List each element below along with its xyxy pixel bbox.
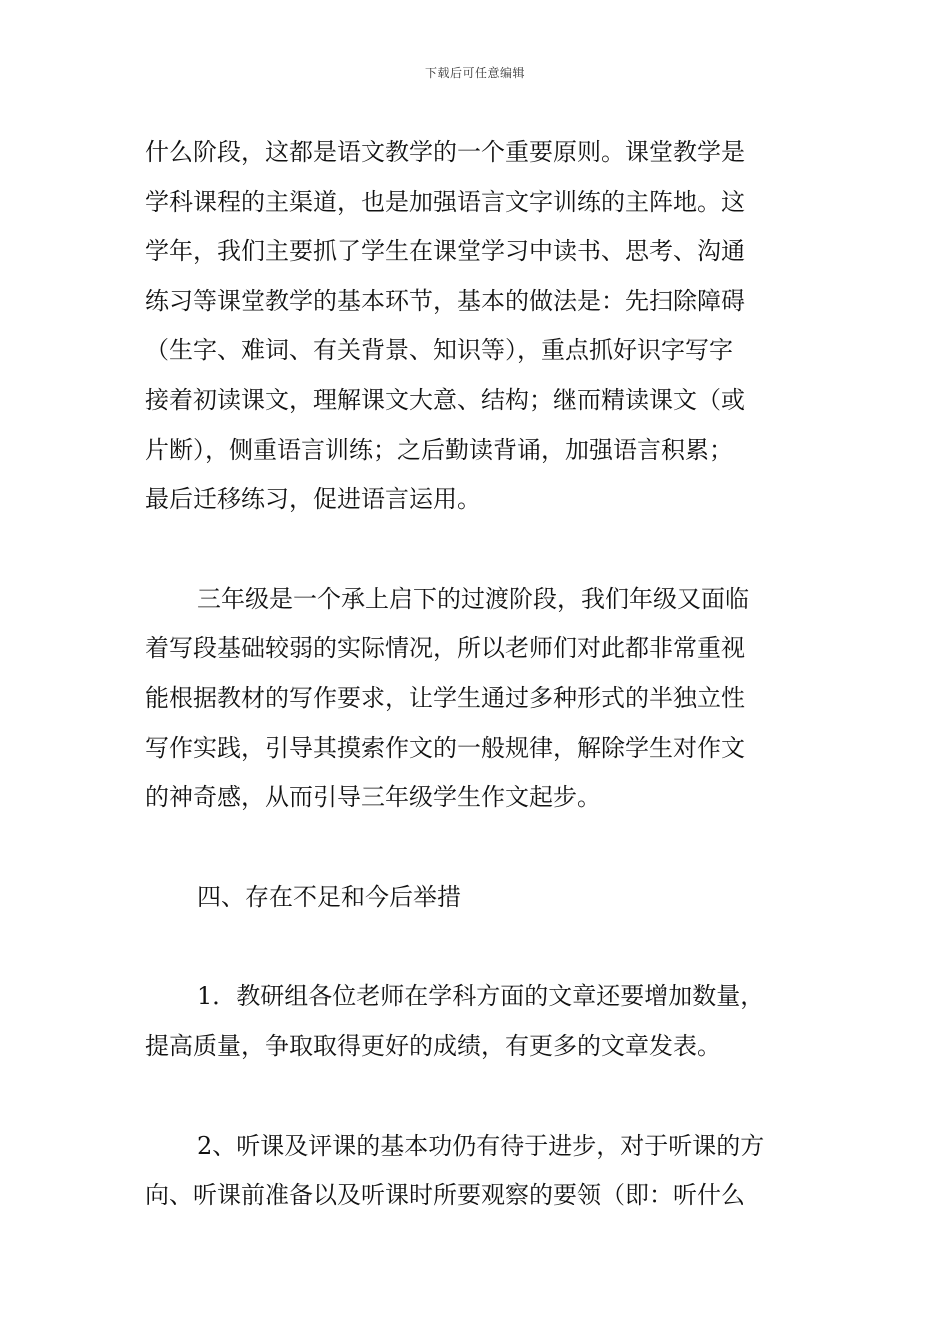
text-line: 学科课程的主渠道，也是加强语言文字训练的主阵地。这 bbox=[145, 187, 745, 216]
paragraph-teaching-principles bbox=[145, 128, 805, 525]
page-header: 下载后可任意编辑 bbox=[424, 66, 525, 80]
text-line: 向、听课前准备以及听课时所要观察的要领（即：听什么 bbox=[145, 1181, 745, 1210]
section-heading-text: 四、存在不足和今后举措 bbox=[197, 882, 461, 911]
paragraph-spacer bbox=[145, 922, 805, 972]
paragraph-spacer bbox=[145, 823, 805, 873]
document-body bbox=[145, 128, 805, 1221]
text-line: 1．教研组各位老师在学科方面的文章还要增加数量， bbox=[197, 982, 765, 1011]
text-line: 接着初读课文，理解课文大意、结构；继而精读课文（或 bbox=[145, 385, 745, 414]
text-line: 三年级是一个承上启下的过渡阶段，我们年级又面临 bbox=[197, 584, 749, 613]
text-line: 提高质量，争取取得更好的成绩，有更多的文章发表。 bbox=[145, 1031, 721, 1060]
text-line: 片断），侧重语言训练；之后勤读背诵，加强语言积累； bbox=[145, 435, 733, 464]
text-line: （生字、难词、有关背景、知识等），重点抓好识字写字 bbox=[145, 336, 733, 365]
text-line: 能根据教材的写作要求，让学生通过多种形式的半独立性 bbox=[145, 683, 745, 712]
text-line: 着写段基础较弱的实际情况，所以老师们对此都非常重视 bbox=[145, 634, 745, 663]
text-line: 什么阶段，这都是语文教学的一个重要原则。课堂教学是 bbox=[145, 138, 745, 166]
text-line: 2、听课及评课的基本功仍有待于进步，对于听课的方 bbox=[197, 1131, 765, 1160]
text-line: 的神奇感，从而引导三年级学生作文起步。 bbox=[145, 783, 601, 812]
paragraph-item-2 bbox=[145, 1122, 805, 1221]
text-line: 学年，我们主要抓了学生在课堂学习中读书、思考、沟通 bbox=[145, 237, 745, 266]
section-heading bbox=[145, 873, 805, 923]
paragraph-item-1 bbox=[145, 972, 805, 1071]
text-line: 最后迁移练习，促进语言运用。 bbox=[145, 485, 481, 514]
paragraph-spacer bbox=[145, 525, 805, 575]
paragraph-grade-three bbox=[145, 575, 805, 823]
paragraph-spacer bbox=[145, 1072, 805, 1122]
text-line: 练习等课堂教学的基本环节，基本的做法是：先扫除障碍 bbox=[145, 286, 745, 315]
text-line: 写作实践，引导其摸索作文的一般规律，解除学生对作文 bbox=[145, 733, 745, 762]
